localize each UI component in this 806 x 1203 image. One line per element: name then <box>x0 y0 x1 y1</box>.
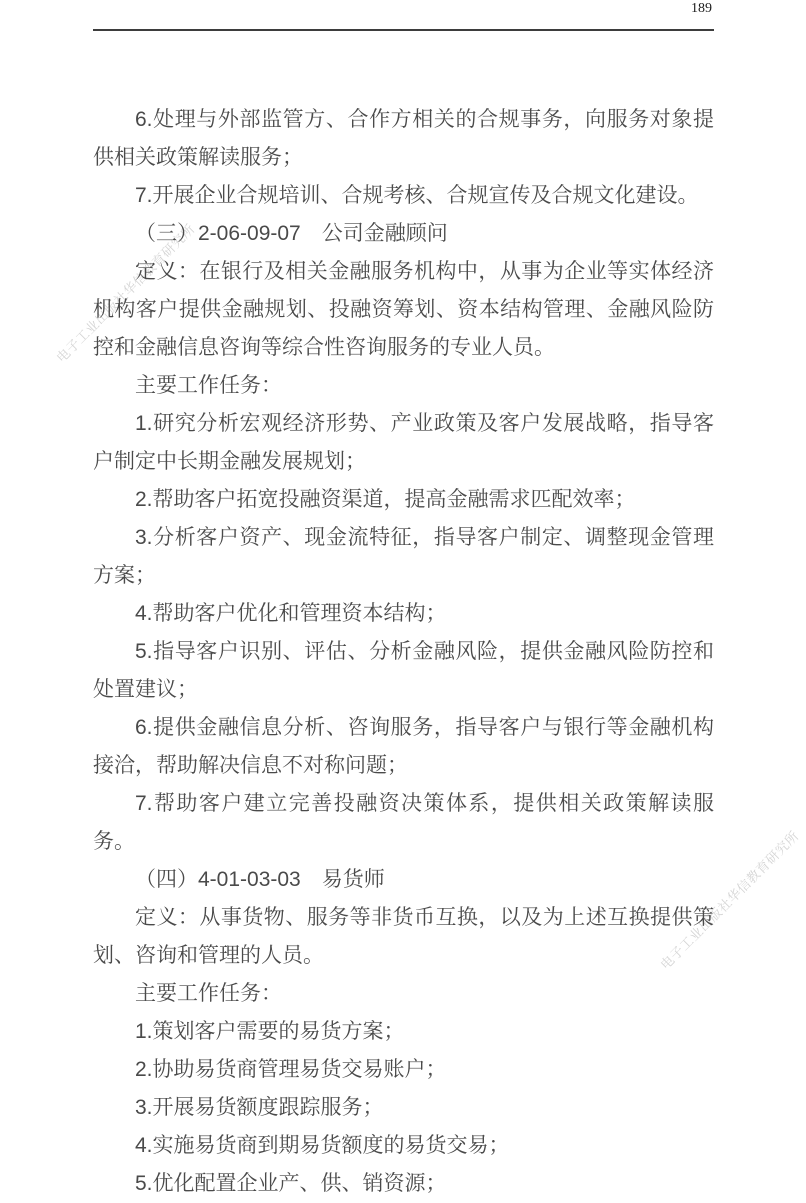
header-rule <box>93 29 714 31</box>
publisher-watermark: 电子工业出版社华信教育研究所 <box>53 221 198 366</box>
paragraph-cfa-task-6: 6.提供金融信息分析、咨询服务，指导客户与银行等金融机构接洽，帮助解决信息不对称问题； <box>93 716 714 777</box>
paragraph-compliance-task-6: 6.处理与外部监管方、合作方相关的合规事务，向服务对象提供相关政策解读服务； <box>93 108 714 169</box>
section-heading-corporate-finance-advisor: （三）2-06-09-07 公司金融顾问 <box>135 222 448 245</box>
paragraph-cfa-task-1: 1.研究分析宏观经济形势、产业政策及客户发展战略，指导客户制定中长期金融发展规划； <box>93 412 714 473</box>
definition-corporate-finance-advisor: 定义：在银行及相关金融服务机构中，从事为企业等实体经济机构客户提供金融规划、投融资筹划、资本结构管理、金融风险防控和金融信息咨询等综合性咨询服务的专业人员。 <box>93 260 714 359</box>
paragraph-barter-task-4: 4.实施易货商到期易货额度的易货交易； <box>135 1134 510 1157</box>
paragraph-cfa-task-4: 4.帮助客户优化和管理资本结构； <box>135 602 447 625</box>
paragraph-cfa-task-2: 2.帮助客户拓宽投融资渠道，提高金融需求匹配效率； <box>135 488 636 511</box>
paragraph-barter-task-3: 3.开展易货额度跟踪服务； <box>135 1096 384 1119</box>
paragraph-cfa-task-3: 3.分析客户资产、现金流特征，指导客户制定、调整现金管理方案； <box>93 526 714 587</box>
section-heading-barter-specialist: （四）4-01-03-03 易货师 <box>135 868 385 891</box>
paragraph-cfa-task-5: 5.指导客户识别、评估、分析金融风险，提供金融风险防控和处置建议； <box>93 640 714 701</box>
main-tasks-label-barter-specialist: 主要工作任务： <box>135 982 282 1005</box>
paragraph-barter-task-1: 1.策划客户需要的易货方案； <box>135 1020 405 1043</box>
paragraph-barter-task-5: 5.优化配置企业产、供、销资源； <box>135 1172 447 1195</box>
main-tasks-label-corporate-finance-advisor: 主要工作任务： <box>135 374 282 397</box>
paragraph-compliance-task-7: 7.开展企业合规培训、合规考核、合规宣传及合规文化建设。 <box>135 184 699 207</box>
document-body <box>93 101 714 1203</box>
paragraph-barter-task-2: 2.协助易货商管理易货交易账户； <box>135 1058 447 1081</box>
definition-barter-specialist: 定义：从事货物、服务等非货币互换，以及为上述互换提供策划、咨询和管理的人员。 <box>93 906 714 967</box>
paragraph-cfa-task-7: 7.帮助客户建立完善投融资决策体系，提供相关政策解读服务。 <box>93 792 714 853</box>
page-number: 189 <box>691 1 712 16</box>
publisher-watermark: 电子工业出版社华信教育研究所 <box>657 828 802 973</box>
